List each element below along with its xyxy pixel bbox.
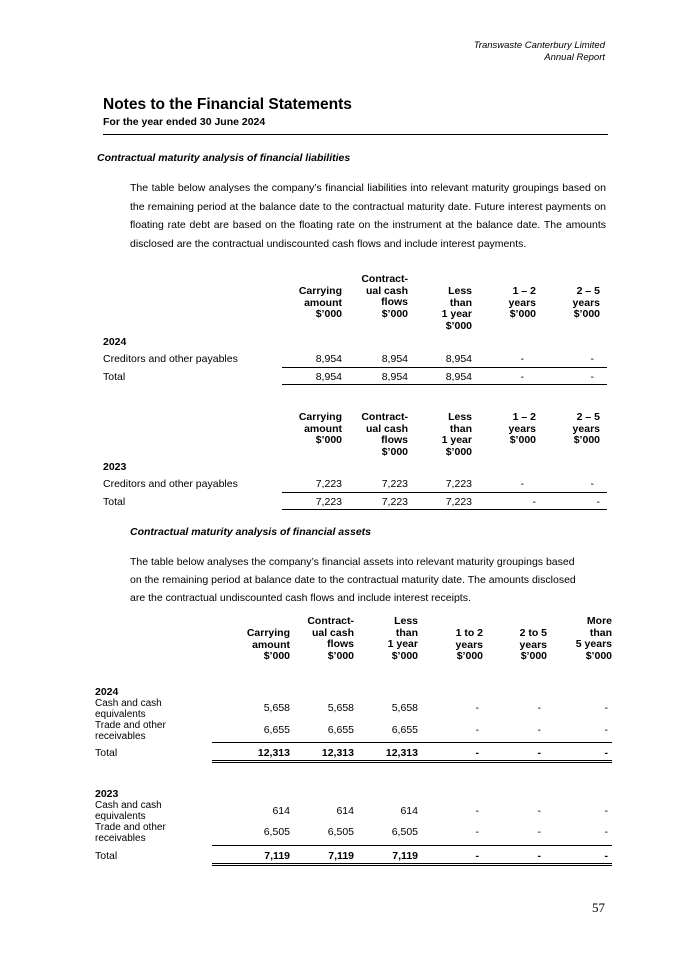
asset-2024-cash-contractual: 5,658 [327, 702, 354, 714]
asset-2023-total-less-1y: 7,119 [392, 850, 418, 862]
header-rule [103, 134, 608, 135]
asset-col-2-5y: 2 to 5 years $’000 [519, 627, 547, 662]
asset-2024-cash-carrying: 5,658 [263, 702, 290, 714]
asset-2023-trade-more-5y: - [604, 826, 608, 838]
asset-2023-trade-2-5y: - [537, 826, 541, 838]
liab-2024-creditors-carrying: 8,954 [315, 353, 342, 365]
asset-2024-cash-2-5y: - [537, 702, 541, 714]
asset-2024-cash-1-2y: - [475, 702, 479, 714]
asset-2023-cash-label: Cash and cash equivalents [95, 800, 162, 822]
liab-2023-col-1-2y: 1 – 2 years $’000 [508, 411, 536, 446]
asset-2023-total-carrying: 7,119 [264, 850, 290, 862]
liab-2023-subtotal-rule [282, 492, 607, 493]
liab-2023-creditors-carrying: 7,223 [315, 478, 342, 490]
liab-year-2024: 2024 [103, 336, 127, 348]
liab-2024-total-carrying: 8,954 [315, 371, 342, 383]
asset-2023-trade-contractual: 6,505 [327, 826, 354, 838]
page-subtitle: For the year ended 30 June 2024 [103, 116, 266, 128]
liab-2023-creditors-1-2y: - [520, 478, 524, 490]
liab-2023-creditors-label: Creditors and other payables [103, 478, 238, 490]
asset-2024-total-carrying: 12,313 [257, 747, 290, 759]
asset-2023-total-more-5y: - [604, 850, 608, 862]
asset-2023-total-label: Total [95, 850, 118, 862]
asset-2024-trade-contractual: 6,655 [327, 724, 354, 736]
liab-2023-total-contractual: 7,223 [381, 496, 408, 508]
asset-2023-cash-2-5y: - [537, 805, 541, 817]
liab-year-2023: 2023 [103, 461, 127, 473]
asset-2024-subtotal-rule [212, 742, 612, 743]
liab-2024-subtotal-rule [282, 367, 607, 368]
liab-2023-col-carrying: Carrying amount $’000 [298, 411, 342, 446]
liab-2024-total-label: Total [103, 371, 126, 383]
asset-2023-trade-label: Trade and other receivables [95, 822, 166, 844]
asset-2023-cash-carrying: 614 [272, 805, 290, 817]
company-name: Transwaste Canterbury Limited [473, 40, 605, 51]
liab-2023-total-label: Total [103, 496, 126, 508]
asset-2024-cash-more-5y: - [604, 702, 608, 714]
asset-2024-trade-carrying: 6,655 [263, 724, 290, 736]
asset-2023-trade-carrying: 6,505 [263, 826, 290, 838]
liab-2023-total-less-1y: 7,223 [445, 496, 472, 508]
asset-year-2023: 2023 [95, 788, 119, 800]
asset-2023-total-2-5y: - [537, 850, 541, 862]
liab-2024-col-2-5y: 2 – 5 years $’000 [572, 285, 600, 320]
liab-2024-total-1-2y: - [520, 371, 524, 383]
liab-2024-col-less-1y: Less than 1 year $’000 [441, 285, 472, 332]
page-title: Notes to the Financial Statements [103, 96, 352, 113]
asset-2024-trade-more-5y: - [604, 724, 608, 736]
asset-col-more-5y: More than 5 years $’000 [575, 615, 612, 662]
asset-col-1-2y: 1 to 2 years $’000 [455, 627, 483, 662]
page-number: 57 [592, 900, 605, 915]
liab-2024-col-1-2y: 1 – 2 years $’000 [508, 285, 536, 320]
asset-2024-trade-label: Trade and other receivables [95, 720, 166, 742]
liab-2023-total-rule [282, 509, 607, 510]
asset-2023-total-contractual: 7,119 [328, 850, 354, 862]
asset-2023-cash-1-2y: - [475, 805, 479, 817]
asset-2024-cash-less-1y: 5,658 [391, 702, 418, 714]
asset-2024-total-2-5y: - [537, 747, 541, 759]
liab-2023-creditors-2-5y: - [590, 478, 594, 490]
liab-2024-creditors-label: Creditors and other payables [103, 353, 238, 365]
asset-2024-total-contractual: 12,313 [321, 747, 354, 759]
liab-2024-total-less-1y: 8,954 [445, 371, 472, 383]
asset-2024-trade-1-2y: - [475, 724, 479, 736]
asset-2024-total-more-5y: - [604, 747, 608, 759]
liab-2023-total-1-2y: - [532, 496, 536, 508]
liab-2024-creditors-1-2y: - [520, 353, 524, 365]
assets-paragraph: The table below analyses the company’s financial assets into relevant maturity groupings based on the remaining period at balance date to the contractual maturity date. The amounts disclosed are the contractual undiscounted cash flows and include interest receipts. [130, 556, 576, 604]
asset-year-2024: 2024 [95, 686, 119, 698]
liab-2024-col-contractual: Contract- ual cash flows $’000 [361, 273, 408, 320]
liab-2024-creditors-less-1y: 8,954 [445, 353, 472, 365]
liab-2023-total-carrying: 7,223 [315, 496, 342, 508]
asset-col-contractual: Contract- ual cash flows $’000 [307, 615, 354, 662]
asset-2024-total-less-1y: 12,313 [385, 747, 418, 759]
report-name: Annual Report [544, 52, 605, 63]
assets-heading: Contractual maturity analysis of financial assets [130, 526, 371, 538]
liab-2023-col-2-5y: 2 – 5 years $’000 [572, 411, 600, 446]
asset-2024-trade-2-5y: - [537, 724, 541, 736]
asset-2024-cash-label: Cash and cash equivalents [95, 698, 162, 720]
liab-2024-total-rule [282, 384, 607, 385]
liab-2023-col-contractual: Contract- ual cash flows $’000 [361, 411, 408, 458]
asset-2024-total-1-2y: - [475, 747, 479, 759]
asset-2023-total-1-2y: - [475, 850, 479, 862]
asset-2023-cash-more-5y: - [604, 805, 608, 817]
liabilities-heading: Contractual maturity analysis of financial liabilities [97, 152, 351, 164]
asset-2023-trade-less-1y: 6,505 [391, 826, 418, 838]
liab-2023-creditors-contractual: 7,223 [381, 478, 408, 490]
liab-2024-creditors-2-5y: - [590, 353, 594, 365]
liab-2024-total-2-5y: - [590, 371, 594, 383]
liab-2023-total-2-5y: - [596, 496, 600, 508]
asset-col-carrying: Carrying amount $’000 [246, 627, 290, 662]
asset-2024-total-label: Total [95, 747, 118, 759]
asset-2024-total-double-rule [212, 760, 612, 763]
asset-2023-subtotal-rule [212, 845, 612, 846]
asset-2023-cash-contractual: 614 [336, 805, 354, 817]
asset-col-less-1y: Less than 1 year $’000 [387, 615, 418, 662]
liab-2024-total-contractual: 8,954 [381, 371, 408, 383]
liab-2024-creditors-contractual: 8,954 [381, 353, 408, 365]
liab-2023-creditors-less-1y: 7,223 [445, 478, 472, 490]
asset-2023-cash-less-1y: 614 [400, 805, 418, 817]
liab-2023-col-less-1y: Less than 1 year $’000 [441, 411, 472, 458]
liab-2024-col-carrying: Carrying amount $’000 [298, 285, 342, 320]
asset-2023-trade-1-2y: - [475, 826, 479, 838]
liabilities-paragraph: The table below analyses the company’s financial liabilities into relevant maturity groupings based on the remaining period at the balance date to the contractual maturity date. Future interest payments on floating rate debt are based on the floating rate on the instrument at the balance date. The amounts disclosed are the contractual undiscounted cash flows and include interest payments. [130, 182, 606, 250]
asset-2024-trade-less-1y: 6,655 [391, 724, 418, 736]
asset-2023-total-double-rule [212, 863, 612, 866]
